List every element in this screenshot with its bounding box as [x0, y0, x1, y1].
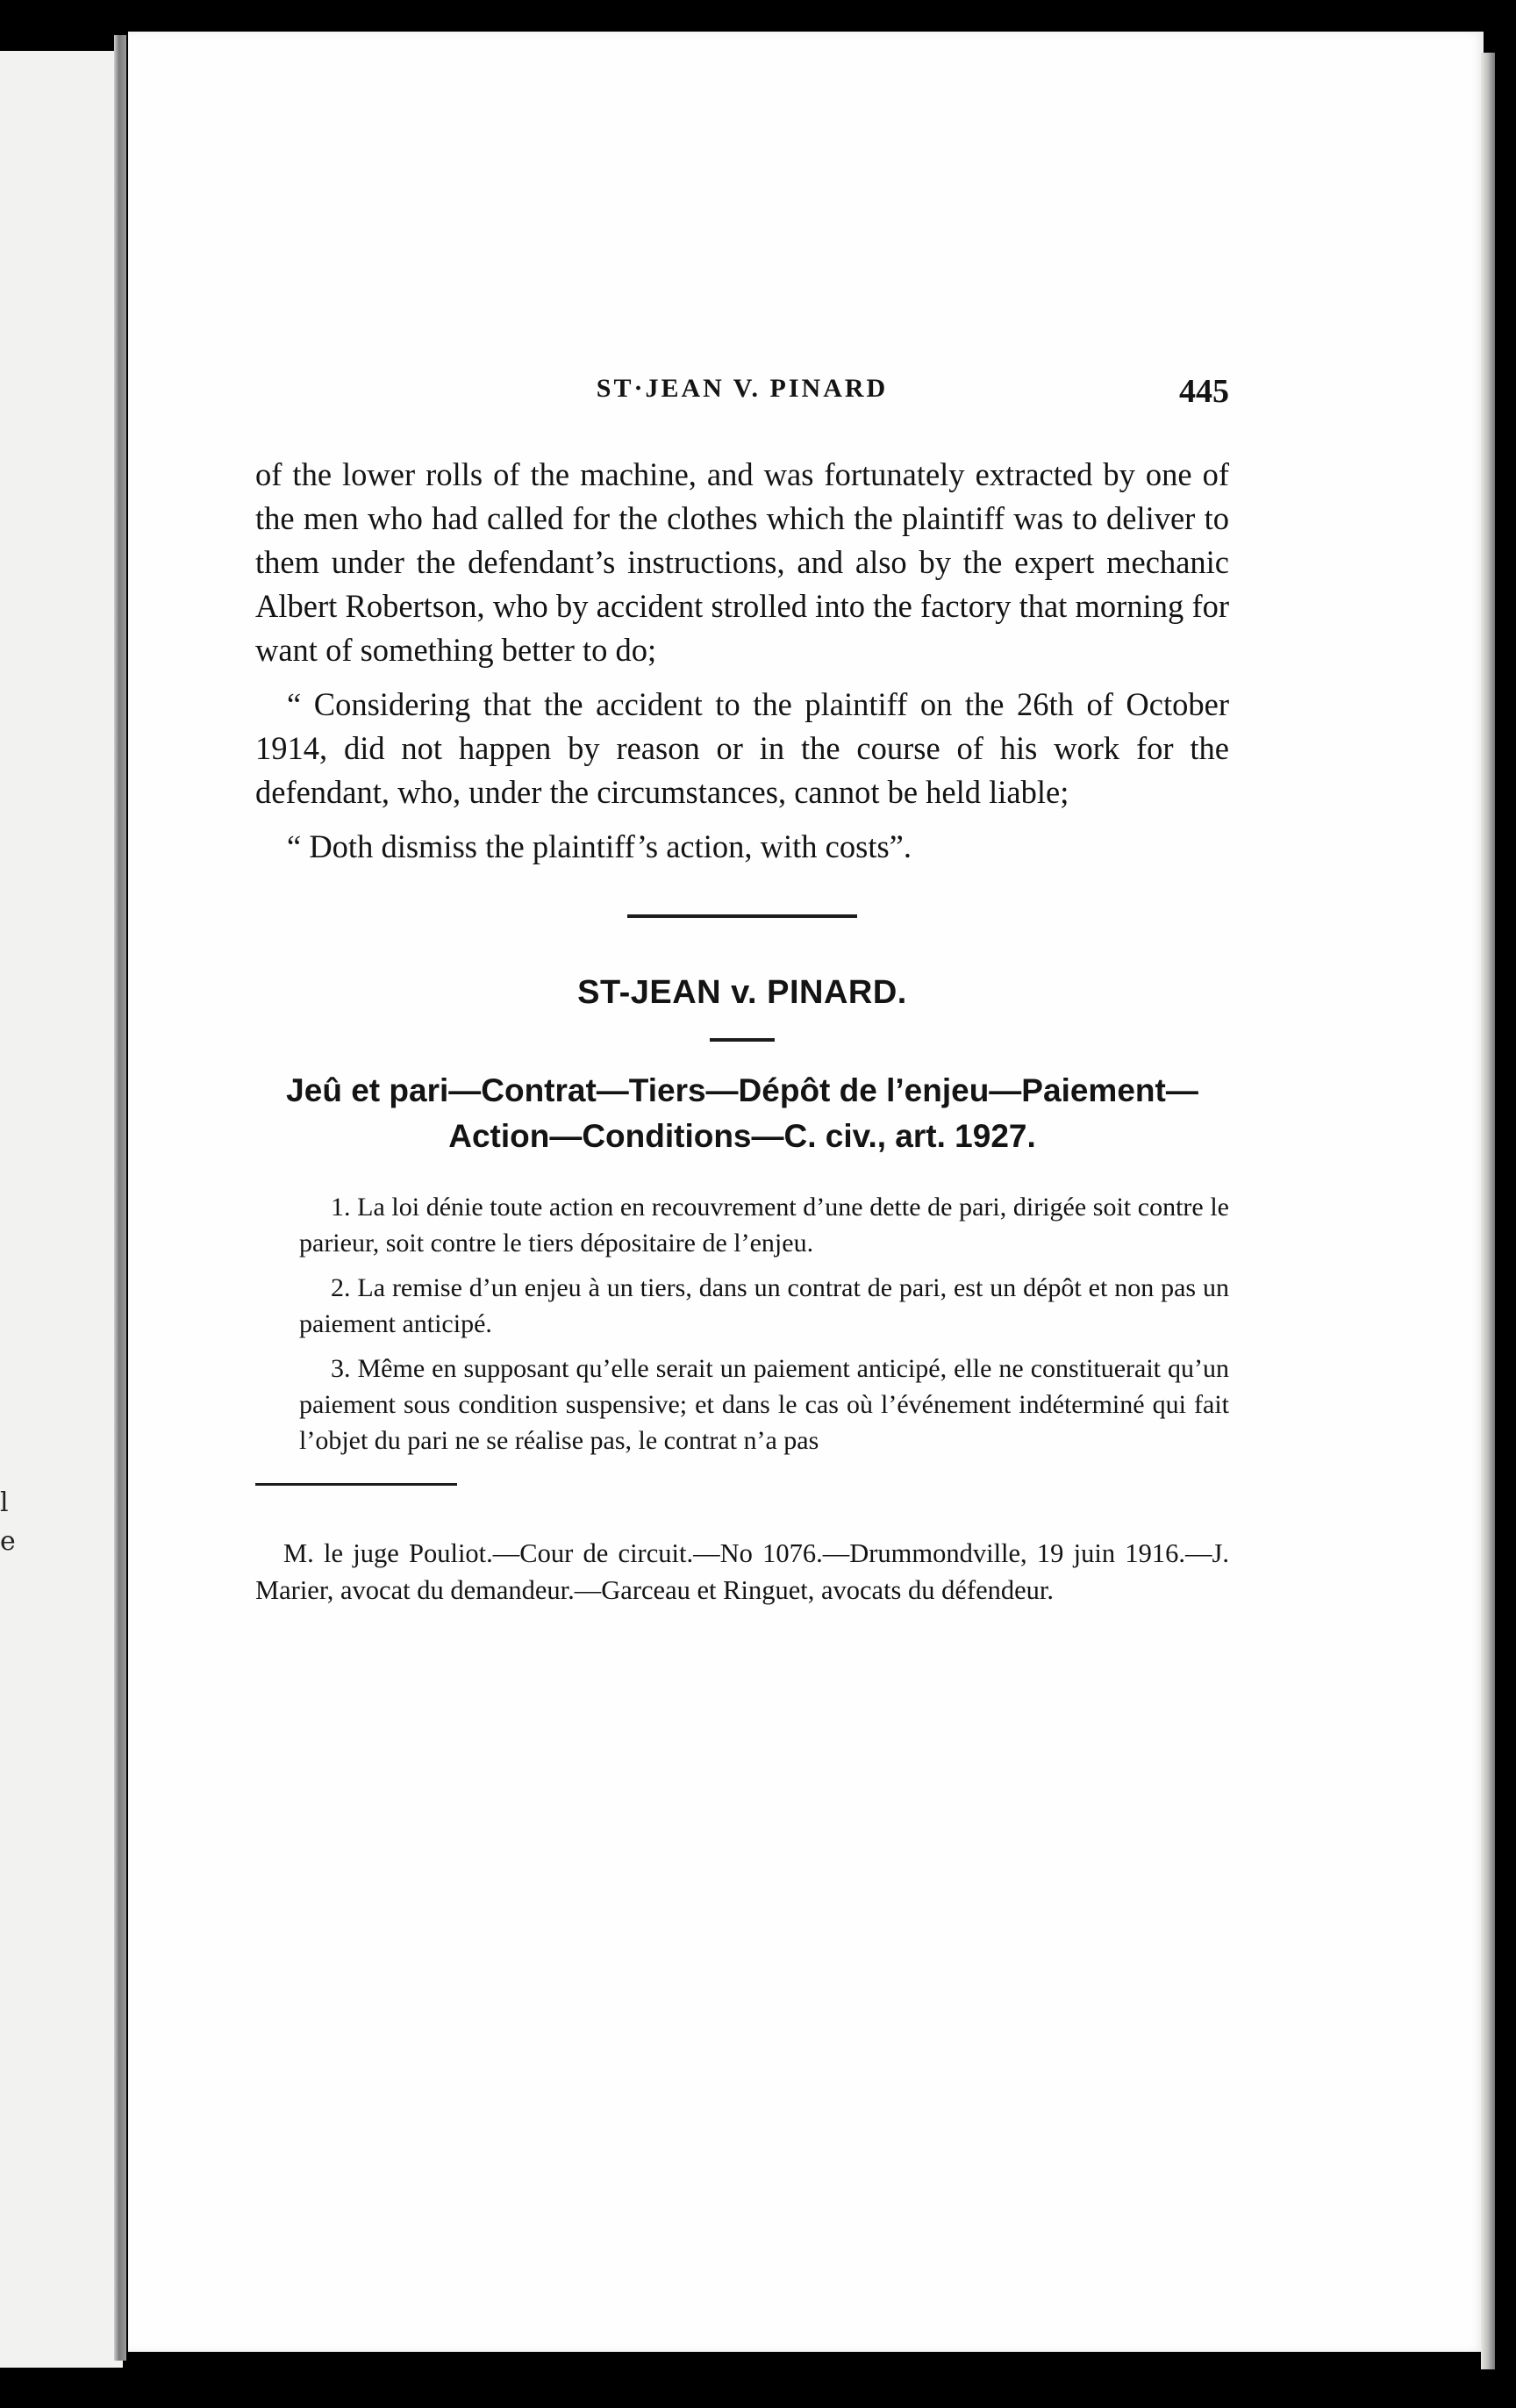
syllabus-item: 2. La remise d’un enjeu à un tiers, dans un contrat de pari, est un dépôt et non pas un paiement anticipé.	[299, 1273, 1229, 1338]
section-divider	[627, 914, 857, 918]
page-text-block	[255, 374, 1229, 1636]
footnote: M. le juge Pouliot.—Cour de circuit.—No 1076.—Drummondville, 19 juin 1916.—J. Marier, avocat du demandeur.—Garceau et Ringuet, avocats du défendeur.	[255, 1538, 1229, 1605]
running-title: ST·JEAN V. PINARD	[596, 374, 889, 403]
title-divider	[710, 1038, 775, 1042]
syllabus	[299, 1189, 1229, 1458]
body-paragraph: of the lower rolls of the machine, and was fortunately extracted by one of the men who had called for the clothes which the plaintiff was to deliver to them under the defendant’s instructions, and also by the expert mechanic Albert Robertson, who by accident strolled into the factory that morning for want of something better to do;	[255, 456, 1229, 668]
headnote-keywords: Jeû et pari—Contrat—Tiers—Dépôt de l’enjeu—Paiement—Action—Conditions—C. civ., art. 1927.	[286, 1072, 1198, 1154]
page-stack-edge	[1481, 53, 1495, 2369]
syllabus-item: 1. La loi dénie toute action en recouvrement d’une dette de pari, dirigée soit contre le parieur, soit contre le tiers dépositaire de l’enjeu.	[299, 1193, 1229, 1258]
footnote-rule	[255, 1483, 457, 1486]
body-paragraph: “ Considering that the accident to the plaintiff on the 26th of October 1914, did not happen by reason or in the course of his work for the defendant, who, under the circumstances, cannot be held liable;	[255, 686, 1229, 810]
fragment-letter: l	[0, 1487, 9, 1518]
judgment-text	[255, 453, 1229, 869]
syllabus-item: 3. Même en supposant qu’elle serait un paiement anticipé, elle ne constituerait qu’un paiement sous condition suspensive; et dans le cas où l’événement indéterminé qui fait l’objet du pari ne se réalise pas, le contrat n’a pas	[299, 1354, 1229, 1455]
fragment-letter: e	[0, 1526, 16, 1557]
book-gutter	[114, 35, 126, 2361]
previous-page-margin	[0, 51, 123, 2368]
page-number: 445	[1179, 373, 1229, 410]
book-page	[128, 32, 1484, 2352]
body-paragraph: “ Doth dismiss the plaintiff’s action, with costs”.	[287, 828, 912, 864]
case-title: ST-JEAN v. PINARD.	[577, 974, 907, 1011]
running-head	[255, 374, 1229, 426]
